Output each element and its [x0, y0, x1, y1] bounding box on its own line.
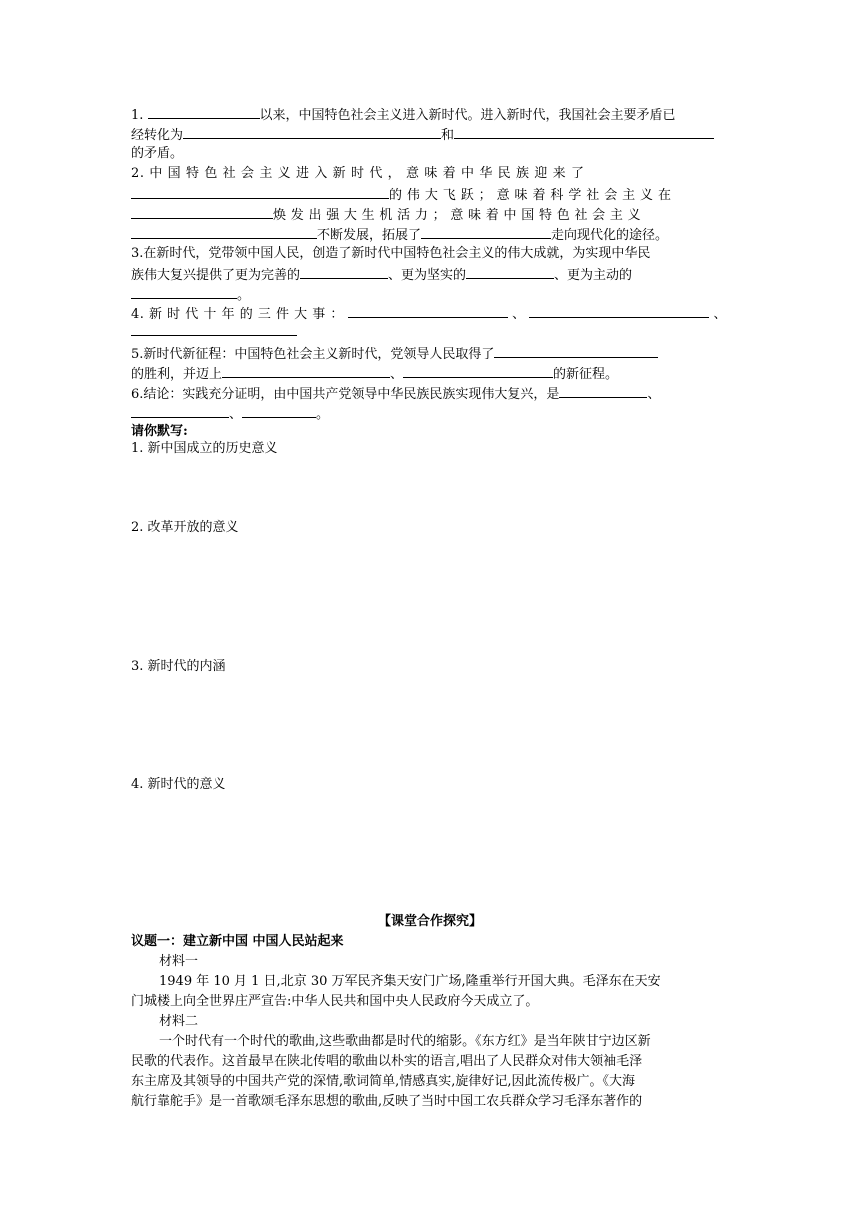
q2-text-5: 走向现代化的途径。: [551, 228, 669, 243]
material-1-line-2: 门城楼上向全世界庄严宣告:中华人民共和国中央人民政府今天成立了。: [131, 994, 539, 1009]
recite-item-1: 1. 新中国成立的历史意义: [131, 441, 278, 456]
blank[interactable]: [348, 303, 508, 318]
recite-item-3: 3. 新时代的内涵: [131, 659, 226, 674]
recite-heading: 请你默写:: [131, 424, 188, 439]
blank[interactable]: [494, 343, 658, 358]
material-2-line-2: 民歌的代表作。这首最早在陕北传唱的歌曲以朴实的语言,唱出了人民群众对伟大领袖毛泽: [131, 1054, 643, 1069]
q2-line-3: [131, 204, 729, 226]
blank[interactable]: [222, 363, 390, 378]
q5-line-1: [131, 343, 729, 365]
material-2-label: 材料二: [159, 1014, 199, 1029]
q5-line-2: [131, 363, 729, 385]
material-1-line-1: 1949 年 10 月 1 日,北京 30 万军民齐集天安门广场,隆重举行开国大典。毛泽东在天安: [159, 974, 661, 989]
q3-line-2: [131, 264, 729, 286]
q3-text-5: 。: [237, 288, 251, 303]
blank[interactable]: [242, 403, 316, 418]
blank[interactable]: [454, 124, 714, 139]
q6-text-4: 。: [316, 407, 330, 422]
blank[interactable]: [403, 363, 553, 378]
q4-sep: 、: [512, 307, 526, 322]
blank[interactable]: [421, 224, 551, 239]
blank[interactable]: [300, 264, 388, 279]
q2-line-1: [131, 164, 729, 184]
blank[interactable]: [148, 104, 260, 119]
material-2-line-3: 东主席及其领导的中国共产党的深情,歌词简单,情感真实,旋律好记,因此流传极广。《大海: [131, 1074, 636, 1089]
q1-line-2: [131, 124, 729, 146]
q3-text-1: 3.在新时代，党带领中国人民，创造了新时代中国特色社会主义的伟大成就，为实现中华民: [131, 246, 651, 261]
recite-item-4: 4. 新时代的意义: [131, 777, 226, 792]
section-title: 【课堂合作探究】: [377, 914, 482, 929]
q2-text-3: 焕 发 出 强 大 生 机 活 力 ； 意 味 着 中 国 特 色 社 会 主 义: [273, 208, 641, 223]
q4-sep: 、: [713, 307, 727, 322]
blank[interactable]: [131, 224, 317, 239]
blank[interactable]: [559, 383, 647, 398]
recite-item-2: 2. 改革开放的意义: [131, 520, 239, 535]
q2-text-2: 的 伟 大 飞 跃 ； 意 味 着 科 学 社 会 主 义 在: [389, 188, 672, 203]
q6-text-3: 、: [229, 407, 243, 422]
q1-text-2: 经转化为: [131, 128, 184, 143]
q1-line-1: [131, 104, 729, 126]
q2-line-2: [131, 184, 729, 206]
q6-text-1: 6.结论：实践充分证明，由中国共产党领导中华民族民族实现伟大复兴，是: [131, 387, 560, 402]
material-2-line-4: 航行靠舵手》是一首歌颂毛泽东思想的歌曲,反映了当时中国工农兵群众学习毛泽东著作的: [131, 1094, 643, 1109]
q1-text-4: 的矛盾。: [131, 146, 184, 161]
q1-line-3: [131, 144, 729, 164]
q2-text-1: 2. 中 国 特 色 社 会 主 义 进 入 新 时 代 ， 意 味 着 中 华 民 族 迎 来 了: [131, 166, 585, 181]
q3-text-4: 、更为主动的: [554, 268, 633, 283]
q4-line-2: [131, 321, 729, 343]
q6-text-2: 、: [647, 387, 661, 402]
blank[interactable]: [131, 403, 229, 418]
blank[interactable]: [183, 124, 441, 139]
blank[interactable]: [131, 204, 273, 219]
q2-text-4: 不断发展，拓展了: [317, 228, 422, 243]
blank[interactable]: [529, 303, 709, 318]
blank[interactable]: [131, 321, 297, 336]
material-1-label: 材料一: [159, 954, 199, 969]
q1-text-3: 和: [441, 128, 455, 143]
q2-line-4: [131, 224, 729, 246]
q5-text-3: 、: [390, 367, 404, 382]
q1-text-1: 以来，中国特色社会主义进入新时代。进入新时代，我国社会主要矛盾已: [259, 108, 676, 123]
blank[interactable]: [466, 264, 554, 279]
q4-text-1: 4. 新 时 代 十 年 的 三 件 大 事 ：: [131, 307, 344, 322]
q1-number: 1.: [131, 108, 144, 123]
q5-text-2: 的胜利，并迈上: [131, 367, 223, 382]
q3-line-1: [131, 244, 729, 264]
material-2-line-1: 一个时代有一个时代的歌曲,这些歌曲都是时代的缩影。《东方红》是当年陕甘宁边区新: [159, 1034, 651, 1049]
topic-heading: 议题一：建立新中国 中国人民站起来: [131, 934, 344, 949]
q3-text-3: 、更为坚实的: [388, 268, 467, 283]
q5-text-1: 5.新时代新征程：中国特色社会主义新时代，党领导人民取得了: [131, 347, 495, 362]
blank[interactable]: [131, 284, 237, 299]
blank[interactable]: [131, 184, 389, 199]
q3-text-2: 族伟大复兴提供了更为完善的: [131, 268, 301, 283]
q5-text-4: 的新征程。: [553, 367, 619, 382]
q6-line-1: [131, 383, 729, 405]
